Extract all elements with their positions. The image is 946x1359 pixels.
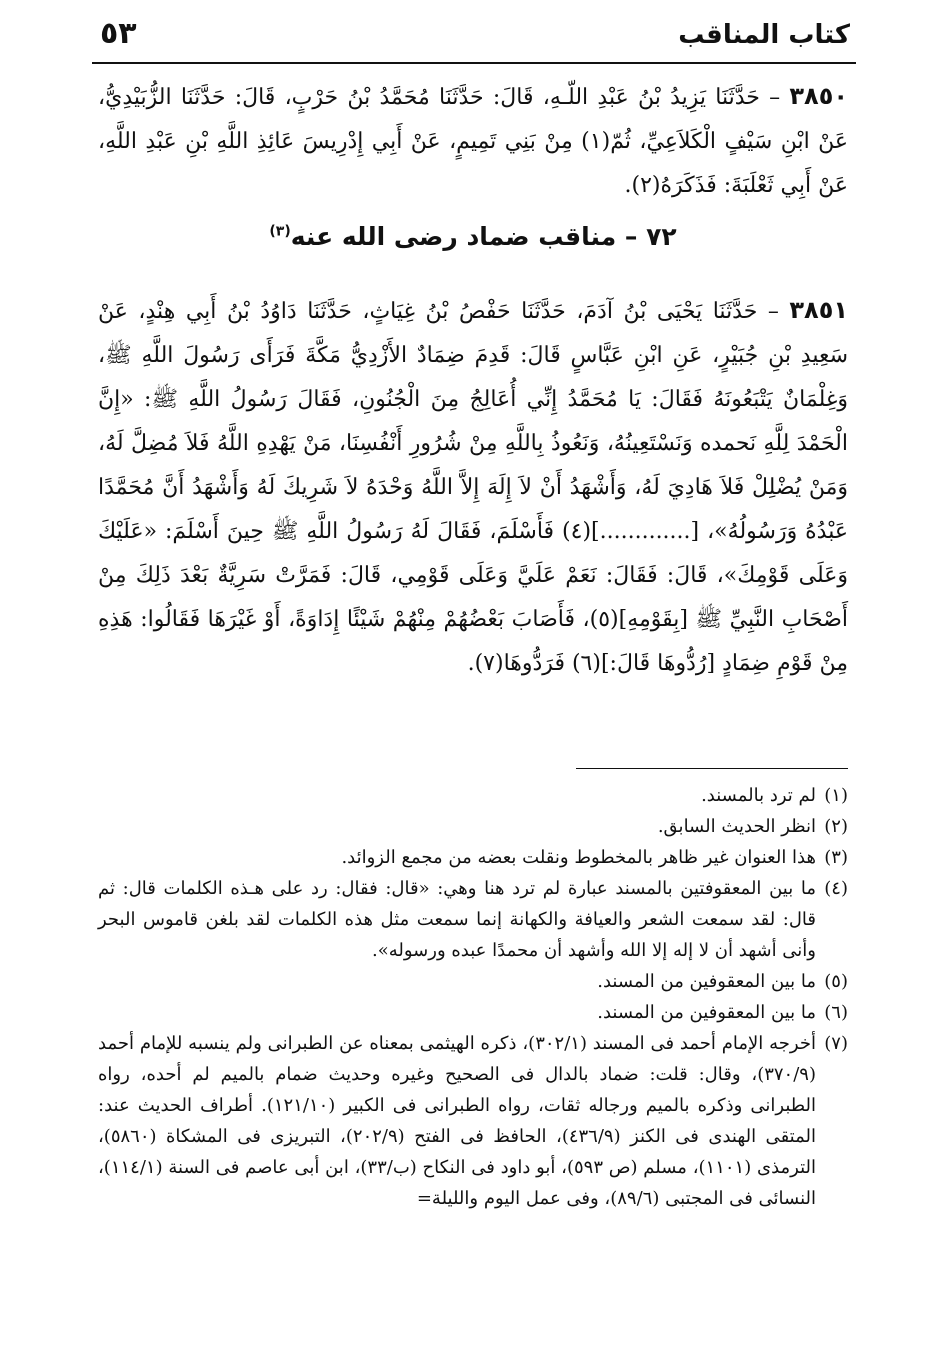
footnote-number: (٤) — [824, 878, 848, 899]
footnote-text: أخرجه الإمام أحمد فى المسند (٣٠٢/١)، ذكره الهيثمى بمعناه عن الطبرانى ولم ينسبه للإمام أحمد (٣٧٠/٩)، وقال: قلت: ضماد بالدال فى الصحيح وغيره وحديث ضمام بالميم لم أحده، رواه الطبرانى وذكره بالميم ورجاله ثقات، رواه الطبرانى فى الكبير (١٢١/١٠). أطراف الحديث عند: المتقى الهندى فى الكنز (٤٣٦/٩)، الحافظ فى الفتح (٢٠٢/٩)، التبريزى فى المشكاة (٥٨٦٠)، الترمذى (١١٠١)، مسلم (ص ٥٩٣)، أبو داود فى النكاح (ب/٣٣)، ابن أبى عاصم فى السنة (١١٤/١)، النسائى فى المجتبى (٨٩/٦)، وفى عمل اليوم والليلة= — [98, 1033, 817, 1209]
footnote-text: انظر الحديث السابق. — [657, 816, 816, 837]
footnote — [98, 1028, 848, 1214]
footnote-text: هذا العنوان غير ظاهر بالمخطوط ونقلت بعضه من مجمع الزوائد. — [341, 847, 816, 868]
chapter-footnote-ref: (٣) — [269, 223, 291, 240]
footnote — [98, 997, 848, 1028]
page-number: ٥٣ — [100, 16, 137, 51]
footnote-number: (١) — [824, 785, 848, 806]
hadith-number: ٣٨٥٠ — [789, 82, 848, 110]
hadith-3850 — [98, 74, 848, 208]
footnote-text: ما بين المعقوفين من المسند. — [597, 1002, 816, 1023]
footnote-number: (٧) — [824, 1033, 848, 1054]
hadith-number: ٣٨٥١ — [789, 296, 848, 324]
footnote-number: (٦) — [824, 1002, 848, 1023]
footnote — [98, 780, 848, 811]
footnote — [98, 873, 848, 966]
chapter-heading — [0, 222, 946, 251]
hadith-text: – حَدَّثَنَا يَزِيدُ بْنُ عَبْدِ اللّـهِ، قَالَ: حَدَّثَنَا مُحَمَّدُ بْنُ حَرْبٍ، قَالَ: حَدَّثَنَا الزُّبَيْدِيُّ، عَنْ ابْنِ سَيْفٍ الْكَلاَعِيِّ، ثُمّ(١) مِنْ بَنِي تَمِيمٍ، عَنْ أَبِي إِدْرِيسَ عَائِذِ اللَّهِ بْنِ عَبْدِ اللَّهِ، عَنْ أَبِي ثَعْلَبَةَ: فَذَكَرَهُ(٢). — [98, 85, 848, 198]
footnote-number: (٥) — [824, 971, 848, 992]
footnote-number: (٣) — [824, 847, 848, 868]
footnote-text: لم ترد بالمسند. — [701, 785, 816, 806]
footnote-text: ما بين المعقوفين من المسند. — [597, 971, 816, 992]
running-header-title: كتاب المناقب — [678, 20, 850, 50]
footnote-text: ما بين المعقوفتين بالمسند عبارة لم ترد هنا وهي: «قال: فقال: رد على هـذه الكلمات قال: ثم قال: لقد سمعت الشعر والعيافة والكهانة إنما سمعت مثل هذه الكلمات لقد بلغن قاموس البحر وأنى أشهد أن لا إله إلا الله وأشهد أن محمدًا عبده ورسوله». — [98, 878, 816, 961]
footnote — [98, 966, 848, 997]
hadith-text: – حَدَّثَنَا يَحْيَى بْنُ آدَمَ، حَدَّثَنَا حَفْصُ بْنُ غِيَاثٍ، حَدَّثَنَا دَاوُدُ بْنُ أَبِي هِنْدٍ، عَنْ سَعِيدِ بْنِ جُبَيْرٍ، عَنِ ابْنِ عَبَّاسٍ قَالَ: قَدِمَ ضِمَادٌ الأَزْدِيُّ مَكَّةَ فَرَأَى رَسُولَ اللَّهِ ﷺ، وَغِلْمَانٌ يَتْبَعُونَهُ فَقَالَ: يَا مُحَمَّدُ إِنِّي أُعَالِجُ مِنَ الْجُنُونِ، فَقَالَ رَسُولُ اللَّهِ ﷺ: «إِنَّ الْحَمْدَ لِلَّهِ نَحمده وَنَسْتَعِينُهُ، وَنَعُوذُ بِاللَّهِ مِنْ شُرُورِ أَنْفُسِنَا، مَنْ يَهْدِهِ اللَّهُ فَلاَ مُضِلَّ لَهُ، وَمَنْ يُضْلِلْ فَلاَ هَادِيَ لَهُ، وَأَشْهَدُ أَنْ لاَ إِلَهَ إِلاَّ اللَّهُ وَحْدَهُ لاَ شَرِيكَ لَهُ وَأَشْهَدُ أَنَّ مُحَمَّدًا عَبْدُهُ وَرَسُولُهُ»، [.............](٤) فَأَسْلَمَ، فَقَالَ لَهُ رَسُولُ اللَّهِ ﷺ حِينَ أَسْلَمَ: «عَلَيْكَ وَعَلَى قَوْمِكَ»، قَالَ: فَقَالَ: نَعَمْ عَلَيَّ وَعَلَى قَوْمِي، قَالَ: فَمَرَّتْ سَرِيَّةٌ بَعْدَ ذَلِكَ مِنْ أَصْحَابِ النَّبِيِّ ﷺ [بِقَوْمِهِ](٥)، فَأَصَابَ بَعْضُهُمْ مِنْهُمْ شَيْئًا إِدَاوَةً، أَوْ غَيْرَهَا فَقَالُوا: هَذِهِ مِنْ قَوْمِ ضِمَادٍ [رُدُّوهَا قَالَ:](٦) فَرَدُّوهَا(٧). — [98, 299, 848, 676]
header-rule — [92, 62, 856, 64]
footnote — [98, 842, 848, 873]
footnotes — [98, 780, 848, 1214]
footnote-separator — [576, 768, 848, 769]
footnote-number: (٢) — [824, 816, 848, 837]
footnote — [98, 811, 848, 842]
chapter-title: ٧٢ – مناقب ضماد رضى الله عنه — [290, 222, 677, 251]
hadith-3851 — [98, 288, 848, 686]
